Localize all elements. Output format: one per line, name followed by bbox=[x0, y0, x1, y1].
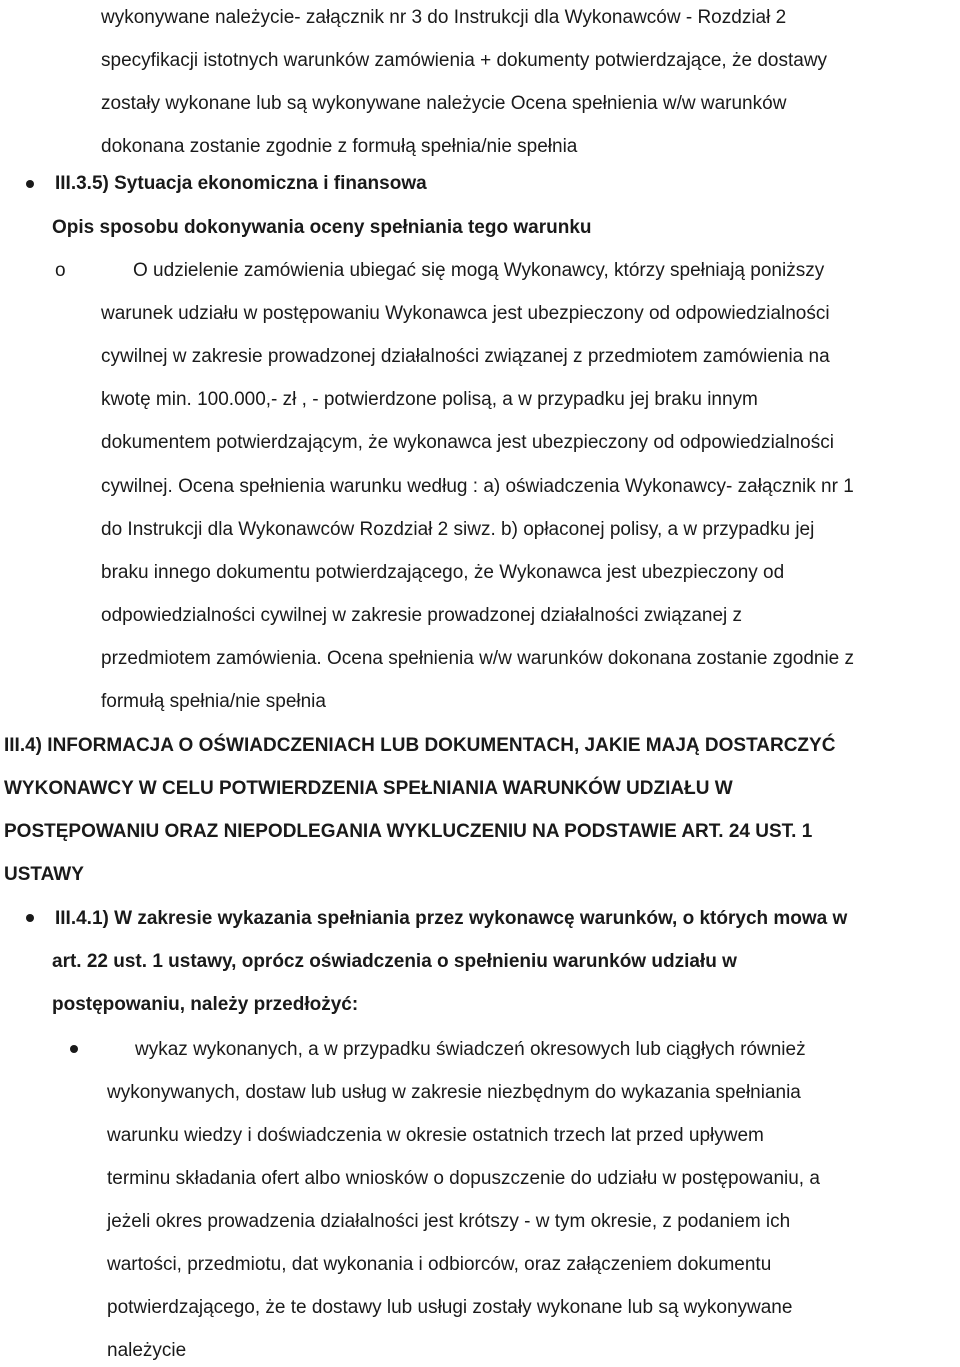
text-line: zostały wykonane lub są wykonywane należycie Ocena spełnienia w/w warunków bbox=[101, 93, 787, 114]
text-line: formułą spełnia/nie spełnia bbox=[101, 691, 326, 712]
list-item-line: terminu składania ofert albo wniosków o dopuszczenie do udziału w postępowaniu, a bbox=[107, 1168, 820, 1189]
section-subheading: Opis sposobu dokonywania oceny spełniania tego warunku bbox=[52, 217, 592, 238]
list-item-line: warunku wiedzy i doświadczenia w okresie ostatnich trzech lat przed upływem bbox=[107, 1125, 764, 1146]
list-item-line: jeżeli okres prowadzenia działalności jest krótszy - w tym okresie, z podaniem ich bbox=[107, 1211, 791, 1232]
text-line: braku innego dokumentu potwierdzającego, że Wykonawca jest ubezpieczony od bbox=[101, 562, 785, 583]
text-line: wykonywane należycie- załącznik nr 3 do Instrukcji dla Wykonawców - Rozdział 2 bbox=[101, 7, 787, 28]
text-line: odpowiedzialności cywilnej w zakresie prowadzonej działalności związanej z bbox=[101, 605, 743, 626]
text-line: dokumentem potwierdzającym, że wykonawca jest ubezpieczony od odpowiedzialności bbox=[101, 432, 834, 453]
bullet-icon bbox=[26, 180, 34, 188]
list-item-line: wykaz wykonanych, a w przypadku świadczeń okresowych lub ciągłych również bbox=[135, 1039, 806, 1060]
section-heading-line: III.4) INFORMACJA O OŚWIADCZENIACH LUB DOKUMENTACH, JAKIE MAJĄ DOSTARCZYĆ bbox=[4, 735, 836, 756]
subsection-heading-line: postępowaniu, należy przedłożyć: bbox=[52, 994, 359, 1015]
text-line: do Instrukcji dla Wykonawców Rozdział 2 siwz. b) opłaconej polisy, a w przypadku jej bbox=[101, 519, 815, 540]
bullet-icon bbox=[70, 1045, 78, 1053]
text-line: dokonana zostanie zgodnie z formułą spełnia/nie spełnia bbox=[101, 136, 578, 157]
text-line: O udzielenie zamówienia ubiegać się mogą Wykonawcy, którzy spełniają poniższy bbox=[133, 260, 825, 281]
list-item-line: wykonywanych, dostaw lub usług w zakresie niezbędnym do wykazania spełniania bbox=[107, 1082, 801, 1103]
subsection-heading-line: art. 22 ust. 1 ustawy, oprócz oświadczenia o spełnieniu warunków udziału w bbox=[52, 951, 737, 972]
text-line: przedmiotem zamówienia. Ocena spełnienia w/w warunków dokonana zostanie zgodnie z bbox=[101, 648, 855, 669]
text-line: cywilnej. Ocena spełnienia warunku według : a) oświadczenia Wykonawcy- załącznik nr 1 bbox=[101, 476, 854, 497]
subsection-heading-line: III.4.1) W zakresie wykazania spełniania przez wykonawcę warunków, o których mowa w bbox=[55, 908, 848, 929]
list-item-line: należycie bbox=[107, 1340, 187, 1361]
text-line: warunek udziału w postępowaniu Wykonawca jest ubezpieczony od odpowiedzialności bbox=[101, 303, 830, 324]
list-item-line: potwierdzającego, że te dostawy lub usługi zostały wykonane lub są wykonywane bbox=[107, 1297, 793, 1318]
section-heading-line: WYKONAWCY W CELU POTWIERDZENIA SPEŁNIANIA WARUNKÓW UDZIAŁU W bbox=[4, 778, 733, 799]
text-line: kwotę min. 100.000,- zł , - potwierdzone polisą, a w przypadku jej braku innym bbox=[101, 389, 758, 410]
section-heading-line: POSTĘPOWANIU ORAZ NIEPODLEGANIA WYKLUCZENIU NA PODSTAWIE ART. 24 UST. 1 bbox=[4, 821, 813, 842]
section-heading-line: USTAWY bbox=[4, 864, 84, 885]
list-item-line: wartości, przedmiotu, dat wykonania i odbiorców, oraz załączeniem dokumentu bbox=[107, 1254, 772, 1275]
text-line: cywilnej w zakresie prowadzonej działalności związanej z przedmiotem zamówienia na bbox=[101, 346, 830, 367]
circle-bullet-icon: o bbox=[55, 260, 66, 281]
text-line: specyfikacji istotnych warunków zamówienia + dokumenty potwierdzające, że dostawy bbox=[101, 50, 828, 71]
bullet-icon bbox=[26, 914, 34, 922]
section-heading: III.3.5) Sytuacja ekonomiczna i finansowa bbox=[55, 173, 427, 194]
